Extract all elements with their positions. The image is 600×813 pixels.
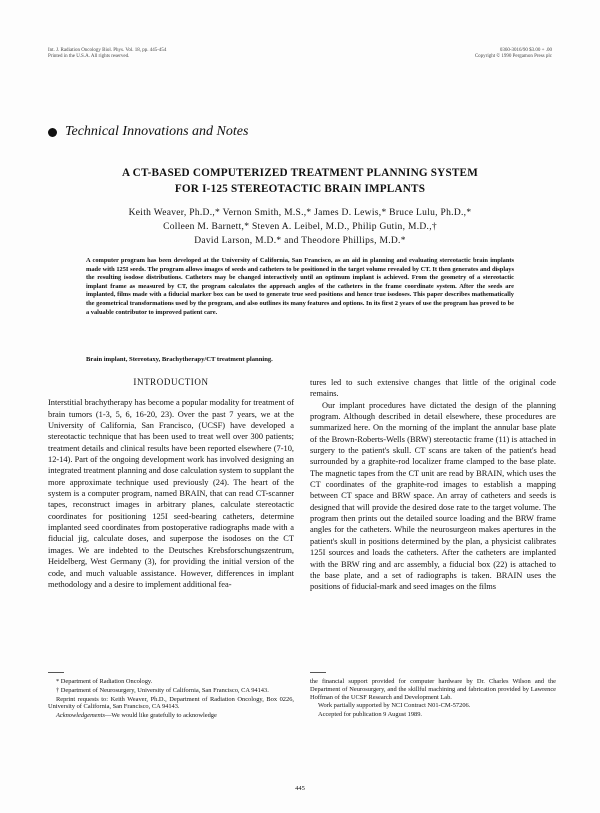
- footnote: † Department of Neurosurgery, University of California, San Francisco, CA 94143.: [56, 686, 269, 694]
- right-column: [310, 377, 556, 593]
- author-line: Keith Weaver, Ph.D.,* Vernon Smith, M.S.,* James D. Lewis,* Bruce Lulu, Ph.D.,*: [128, 208, 472, 218]
- article-title: [0, 165, 600, 197]
- author-line: Colleen M. Barnett,* Steven A. Leibel, M.D., Philip Gutin, M.D.,†: [163, 222, 437, 232]
- page-number: 445: [295, 785, 305, 792]
- journal-citation-line: Printed in the U.S.A. All rights reserved.: [48, 54, 130, 59]
- footnotes-right: [310, 678, 556, 720]
- journal-citation: [48, 48, 248, 60]
- abstract: A computer program has been developed at the University of California, San Francisco, as an aid in planning and evaluating stereotactic brain implants made with 125I seeds. The program allows images of seeds and catheters to be positioned in the target volume revealed by CT. It then generates and displays the resulting isodose distributions. Catheters may be changed interactively until an optimum implant is achieved. From the geometry of a stereotactic implant frame as measured by CT, the program calculates the approach angles of the catheters in the frame coordinate system. After the seeds are implanted, films made with a fiducial marker box can be used to generate true seed positions and hence true isodoses. This paper describes mathematically the geometrical transformations used by the program, and also outlines its many features and options. In its first 2 years of use the program has proved to be a valuable contributor to improved patient care.: [86, 257, 514, 316]
- footnote: [48, 712, 294, 720]
- body-paragraph: Our implant procedures have dictated the design of the planning program. Although described in detail elsewhere, these procedures are summarized here. On the morning of the implant the annular base plate of the Brown-Roberts-Wells (BRW) stereotactic frame (11) is attached in surgery to the patient's skull. CT scans are taken of the patient's head surrounded by a graphite-rod localizer frame clamped to the base plate. The magnetic tapes from the CT unit are read by BRAIN, which uses the CT coordinates of the graphite-rod images to establish a mapping between CT space and BRW space. An array of catheters and seeds is designed that will provide the desired dose rate to the target volume. The program then prints out the detailed source loading and the BRW frame angles for the catheters. While the neurosurgeon makes apertures in the patient's skull in positions determined by the plan, a physicist calibrates 125I sources and loads the catheters. After the catheters are implanted with the BRW ring and arc assembly, a fiducial box (22) is attached to the base plate, and a set of radiographs is taken. BRAIN uses the positions of fiducial-mark and seed images on the films: [310, 400, 556, 592]
- footnotes-left: [48, 678, 294, 721]
- left-column: [48, 377, 294, 590]
- body-paragraph: tures led to such extensive changes that little of the original code remains.: [310, 378, 556, 399]
- section-heading: [48, 124, 248, 140]
- acknowledgements-text: —We would like gratefully to acknowledge: [104, 712, 217, 720]
- author-line: David Larson, M.D.* and Theodore Phillips, M.D.*: [194, 236, 406, 246]
- keywords: Brain implant, Stereotaxy, Brachytherapy/CT treatment planning.: [86, 356, 273, 363]
- journal-citation-line: Int. J. Radiation Oncology Biol. Phys. Vol. 18, pp. 445-454: [48, 48, 167, 53]
- copyright-line: 0360-3016/90 $3.00 + .00: [499, 48, 552, 53]
- introduction-heading: INTRODUCTION: [133, 377, 209, 387]
- footnote: Accepted for publication 9 August 1989.: [318, 711, 423, 719]
- copyright-notice: [392, 48, 552, 60]
- footnote: * Department of Radiation Oncology.: [56, 678, 153, 685]
- bullet-icon: [48, 128, 57, 137]
- article-title-line: FOR I-125 STEREOTACTIC BRAIN IMPLANTS: [174, 183, 426, 195]
- footnote-divider: [310, 672, 326, 673]
- acknowledgements-label: Acknowledgements: [56, 712, 105, 720]
- body-paragraph: Interstitial brachytherapy has become a popular modality for treatment of brain tumors (1-3, 5, 6, 16-20, 23). Over the past 7 years, we at the University of California, San Francisco, (UCSF) have developed a stereotactic technique that has been used to treat well over 300 patients; treatment details and clinical results have been reported elsewhere (7-10, 12-14). Part of the ongoing development work has involved designing an integrated treatment planning and dose calculation system to supplant the more approximate technique used previously (24). The heart of the system is a computer program, named BRAIN, that can read CT-scanner tapes, reconstruct images in arbitrary planes, calculate stereotactic coordinates for positioning 125I seed-bearing catheters, determine implanted seed coordinates from postoperative radiographs made with a fiducial jig, calculate doses, and superpose the isodoses on the CT images. We are indebted to the Deutsches Krebsforschungszentrum, Heidelberg, West Germany (3), for providing the initial version of the code, and much valuable assistance. However, differences in implant methodology and a desire to implement additional fea-: [48, 398, 294, 589]
- article-title-line: A CT-BASED COMPUTERIZED TREATMENT PLANNING SYSTEM: [122, 167, 478, 179]
- author-list: [55, 206, 545, 248]
- footnote: Reprint requests to: Keith Weaver, Ph.D., Department of Radiation Oncology, Box 0226, University of California, San Francisco, CA 94143.: [48, 695, 294, 711]
- footnote: the financial support provided for computer hardware by Dr. Charles Wilson and the Department of Neurosurgery, and the skillful machining and fabrication provided by Lawrence Hoffman of the UCSF Research and Development Lab.: [310, 678, 556, 701]
- section-heading-text: Technical Innovations and Notes: [65, 124, 249, 139]
- footnote-divider: [48, 672, 64, 673]
- footnote: Work partially supported by NCI Contract N01-CM-57206.: [318, 702, 471, 710]
- copyright-line: Copyright © 1990 Pergamon Press plc: [474, 54, 552, 59]
